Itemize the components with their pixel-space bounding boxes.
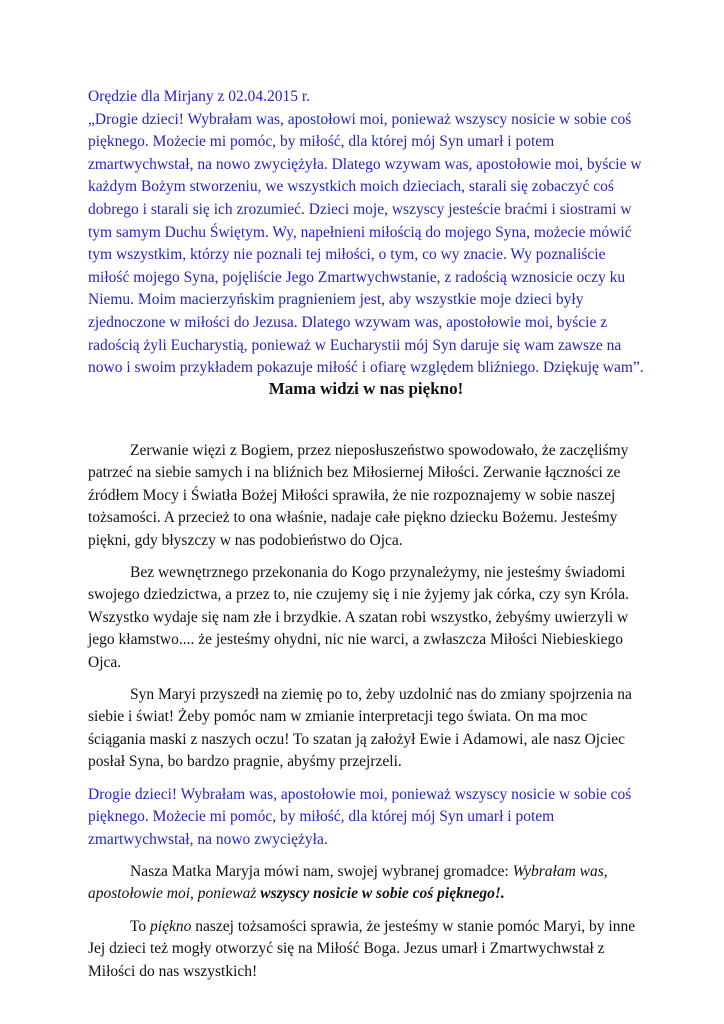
article-heading: Mama widzi w nas piękno!	[268, 379, 464, 398]
paragraph-1: Zerwanie więzi z Bogiem, przez nieposłuszeństwo spowodowało, że zaczęliśmy patrzeć na siebie samych i na bliźnich bez Miłosiernej Miłości. Zerwanie łączności ze źródłem Mocy i Światła Bożej Miłości sprawiła, że nie rozpoznajemy w sobie naszej tożsamości. A przecież to ona właśnie, nadaje całe piękno dziecku Bożemu. Jesteśmy piękni, gdy błyszczy w nas podobieństwo do Ojca.	[88, 442, 629, 549]
quoted-message: Drogie dzieci! Wybrałam was, apostołowie moi, ponieważ wszyscy nosicie w sobie coś pięknego. Możecie mi pomóc, by miłość, dla której mój Syn umarł i potem zmartwychwstał, na nowo zwyciężyła.	[88, 785, 632, 848]
paragraph-4-lead: Nasza Matka Maryja mówi nam, swojej wybranej gromadce:	[130, 862, 513, 880]
paragraph-5-rest: naszej tożsamości sprawia, że jesteśmy w stanie pomóc Maryi, by inne Jej dzieci też mogły otworzyć się na Miłość Boga. Jezus umarł i Zmartwychwstał z Miłości do nas wszystkich!	[88, 917, 636, 980]
paragraph-2: Bez wewnętrznego przekonania do Kogo przynależymy, nie jesteśmy świadomi swojego dziedzictwa, a przez to, nie czujemy się i nie żyjemy jak córka, czy syn Króla. Wszystko wydaje się nam złe i brzydkie. A szatan robi wszystko, żebyśmy uwierzyli w jego kłamstwo.... że jesteśmy ohydni, nic nie warci, a zwłaszcza Miłości Niebieskiego Ojca.	[88, 564, 629, 671]
paragraph-5	[88, 916, 638, 983]
paragraph-4-bold: wszyscy nosicie w sobie coś pięknego!.	[260, 885, 505, 903]
article-body	[88, 440, 638, 993]
paragraph-3: Syn Maryi przyszedł na ziemię po to, żeby uzdolnić nas do zmiany spojrzenia na siebie i świat! Żeby pomóc nam w zmianie interpretacji tego świata. On ma moc ściągania maski z naszych oczu! To szatan ją założył Ewie i Adamowi, ale nasz Ojciec posłał Syna, bo bardzo pragnie, abyśmy przejrzeli.	[88, 686, 632, 771]
message-text: „Drogie dzieci! Wybrałam was, apostołowi moi, ponieważ wszyscy nosicie w sobie coś pięknego. Możecie mi pomóc, by miłość, dla której mój Syn umarł i potem zmartwychwstał, na nowo zwyciężyła. Dlatego wzywam was, apostołowie moi, byście w każdym Bożym stworzeniu, we wszystkich moich dzieciach, starali się zobaczyć coś dobrego i starali się ich zrozumieć. Dzieci moje, wszyscy jesteście braćmi i siostrami w tym samym Duchu Świętym. Wy, napełnieni miłością do mojego Syna, możecie mówić tym wszystkim, którzy nie poznali tej miłości, o tym, co wy znacie. Wy poznaliście miłość mojego Syna, pojęliście Jego Zmartwychwstanie, z radością wznosicie oczy ku Niemu. Moim macierzyńskim pragnieniem jest, aby wszystkie moje dzieci były zjednoczone w miłości do Jezusa. Dlatego wzywam was, apostołowie moi, byście z radością żyli Eucharystią, ponieważ w Eucharystii mój Syn daruje się wam zawsze na nowo i swoim przykładem pokazuje miłość i ofiarę względem bliźniego. Dziękuję wam”.	[88, 110, 644, 377]
paragraph-5-italic: piękno	[150, 917, 192, 935]
paragraph-4-italic: Wybrałam was, apostołowie moi, ponieważ	[88, 862, 608, 903]
message-title: Orędzie dla Mirjany z 02.04.2015 r.	[88, 88, 311, 105]
message-block	[88, 86, 644, 380]
paragraph-4	[88, 861, 638, 906]
paragraph-5-lead: To	[130, 917, 151, 935]
